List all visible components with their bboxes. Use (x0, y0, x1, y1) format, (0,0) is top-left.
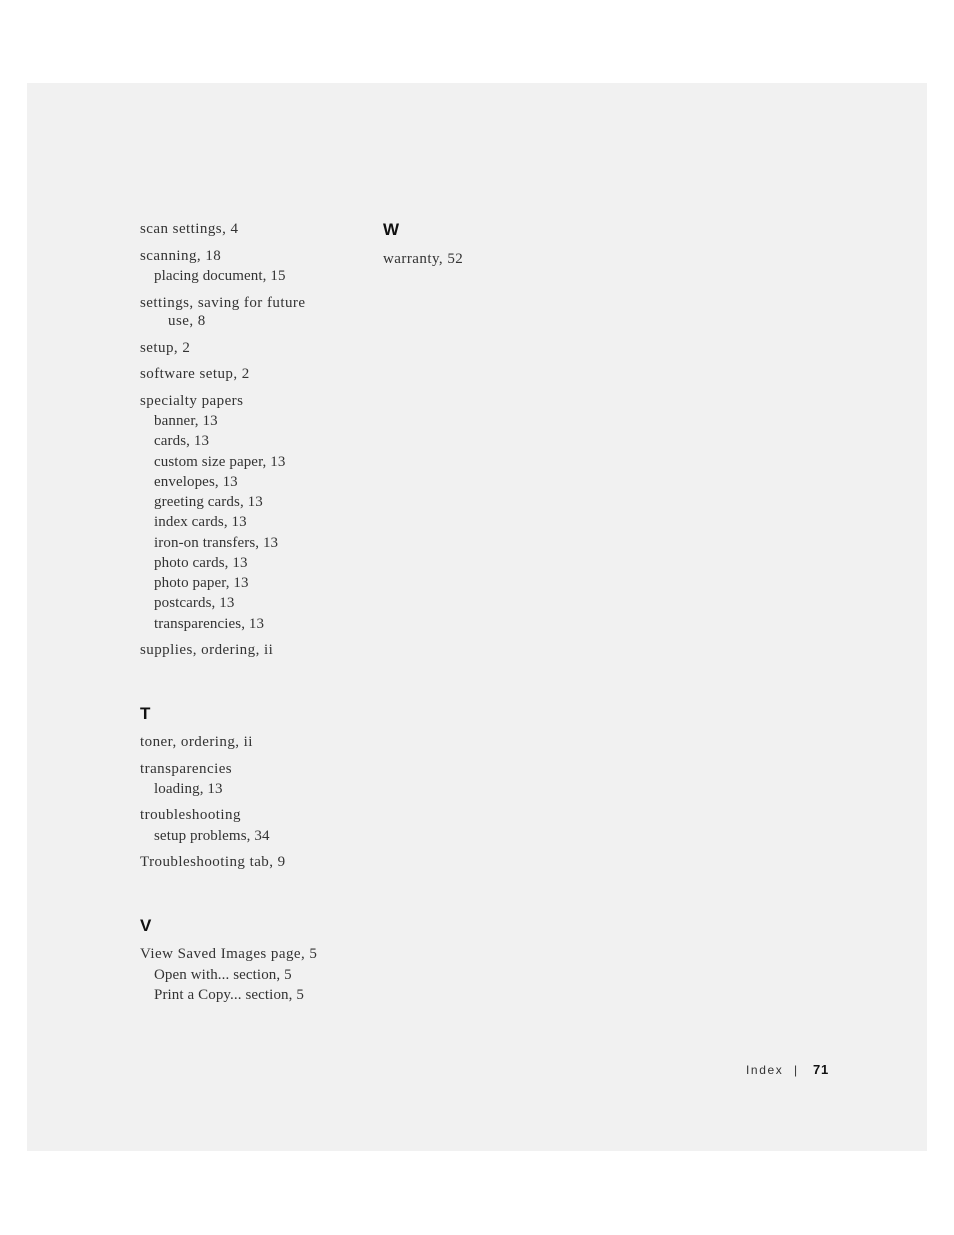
index-subentry: greeting cards, 13 (154, 494, 263, 510)
page-number: 71 (813, 1062, 830, 1077)
section-heading-w: W (383, 220, 400, 239)
index-entry-continuation: use, 8 (168, 313, 206, 329)
index-subentry: banner, 13 (154, 413, 218, 429)
section-heading-v: V (140, 916, 152, 935)
index-subentry: photo cards, 13 (154, 555, 248, 571)
index-subentry: postcards, 13 (154, 595, 235, 611)
index-subentry: Print a Copy... section, 5 (154, 987, 304, 1003)
index-subentry: Open with... section, 5 (154, 967, 292, 983)
index-entry: scanning, 18 (140, 248, 222, 264)
index-entry: View Saved Images page, 5 (140, 946, 318, 962)
index-subentry: placing document, 15 (154, 268, 286, 284)
index-page (27, 83, 927, 1151)
index-entry: supplies, ordering, ii (140, 642, 274, 658)
footer-separator: | (794, 1063, 798, 1077)
index-entry: scan settings, 4 (140, 221, 239, 237)
index-subentry: cards, 13 (154, 433, 210, 449)
index-entry: warranty, 52 (383, 251, 464, 267)
index-subentry: iron-on transfers, 13 (154, 535, 279, 551)
index-subentry: envelopes, 13 (154, 474, 238, 490)
index-subentry: photo paper, 13 (154, 575, 249, 591)
index-entry: software setup, 2 (140, 366, 250, 382)
index-entry: Troubleshooting tab, 9 (140, 854, 286, 870)
index-entry: setup, 2 (140, 340, 191, 356)
index-subentry: loading, 13 (154, 781, 223, 797)
index-entry: troubleshooting (140, 807, 241, 823)
index-entry: specialty papers (140, 393, 244, 409)
index-subentry: setup problems, 34 (154, 828, 270, 844)
footer-section-label: Index (746, 1063, 784, 1077)
index-entry: settings, saving for future (140, 295, 306, 311)
index-subentry: custom size paper, 13 (154, 454, 286, 470)
index-subentry: transparencies, 13 (154, 616, 265, 632)
section-heading-t: T (140, 704, 151, 723)
index-subentry: index cards, 13 (154, 514, 247, 530)
index-entry: transparencies (140, 761, 233, 777)
index-entry: toner, ordering, ii (140, 734, 253, 750)
